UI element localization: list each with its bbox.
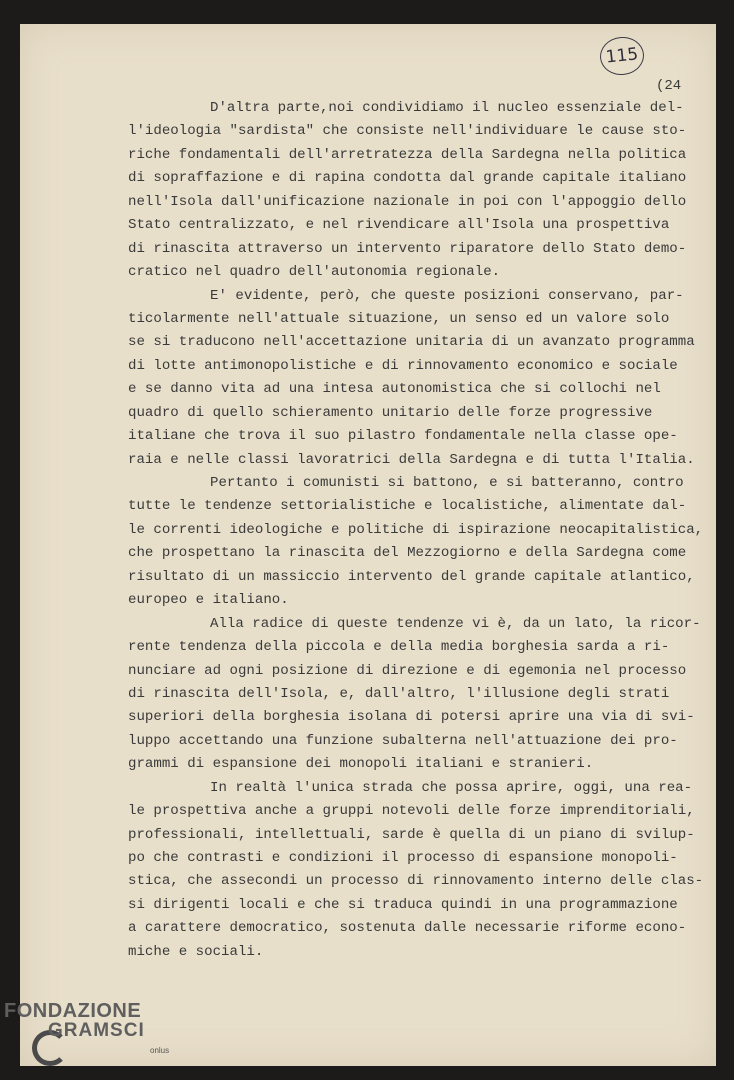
text-line: europeo e italiano. <box>128 592 289 609</box>
text-line: di rinascita dell'Isola, e, dall'altro, l'illusione degli strati <box>128 685 670 702</box>
text-line: nunciare ad ogni posizione di direzione e di egemonia nel processo <box>128 662 687 679</box>
text-line: ticolarmente nell'attuale situazione, un senso ed un valore solo <box>128 310 670 327</box>
paragraph <box>128 777 704 965</box>
text-line: nell'Isola dall'unificazione nazionale in poi con l'appoggio dello <box>128 193 687 210</box>
paragraph <box>128 472 704 613</box>
text-line: di rinascita attraverso un intervento riparatore dello Stato demo- <box>128 240 687 257</box>
text-line: cratico nel quadro dell'autonomia regionale. <box>128 264 501 281</box>
text-line: italiane che trova il suo pilastro fondamentale nella classe ope- <box>128 428 678 445</box>
text-line: grammi di espansione dei monopoli italiani e stranieri. <box>128 756 594 773</box>
text-line: raia e nelle classi lavoratrici della Sardegna e di tutta l'Italia. <box>128 451 695 468</box>
text-line: rente tendenza della piccola e della media borghesia sarda a ri- <box>128 639 670 656</box>
page-number: (24 <box>656 78 682 94</box>
text-line: le correnti ideologiche e politiche di ispirazione neocapitalistica, <box>128 521 704 538</box>
text-line: l'ideologia "sardista" che consiste nell'individuare le cause sto- <box>128 123 687 140</box>
fondazione-gramsci-watermark <box>4 998 194 1078</box>
paragraph <box>128 97 688 285</box>
watermark-line-2: GRAMSCI <box>48 1020 145 1041</box>
text-line: quadro di quello schieramento unitario delle forze progressive <box>128 404 653 421</box>
watermark-line-1: FONDAZIONE <box>4 1000 142 1022</box>
text-line: che prospettano la rinascita del Mezzogiorno e della Sardegna come <box>128 545 687 562</box>
text-line: di sopraffazione e di rapina condotta dal grande capitale italiano <box>128 170 687 187</box>
text-line: tutte le tendenze settorialistiche e localistiche, alimentate dal- <box>128 498 687 515</box>
text-line: si dirigenti locali e che si traduca quindi in una programmazione <box>128 896 678 913</box>
text-line: Alla radice di queste tendenze vi è, da un lato, la ricor- <box>210 615 701 632</box>
text-line: professionali, intellettuali, sarde è quella di un piano di svilup- <box>128 826 695 843</box>
text-line: In realtà l'unica strada che possa aprire, oggi, una rea- <box>210 779 693 796</box>
text-line: se si traducono nell'accettazione unitaria di un avanzato programma <box>128 334 695 351</box>
document-body <box>128 97 704 964</box>
text-line: di lotte antimonopolistiche e di rinnovamento economico e sociale <box>128 357 678 374</box>
text-line: a carattere democratico, sostenuta dalle necessarie riforme econo- <box>128 920 687 937</box>
paragraph <box>128 613 701 777</box>
text-line: Stato centralizzato, e nel rivendicare all'Isola una prospettiva <box>128 217 670 234</box>
text-line: luppo accettando una funzione subalterna nell'attuazione dei pro- <box>128 732 678 749</box>
paragraph <box>128 285 695 473</box>
text-line: E' evidente, però, che queste posizioni conservano, par- <box>210 287 684 304</box>
watermark-line-3: onlus <box>150 1046 170 1055</box>
text-line: risultato di un massiccio intervento del grande capitale atlantico, <box>128 568 695 585</box>
text-line: superiori della borghesia isolana di potersi aprire una via di svi- <box>128 709 695 726</box>
text-line: miche e sociali. <box>128 943 264 960</box>
text-line: le prospettiva anche a gruppi notevoli delle forze imprenditoriali, <box>128 803 695 820</box>
archive-number-stamp: 115 <box>598 35 646 77</box>
text-line: stica, che assecondi un processo di rinnovamento interno delle clas- <box>128 873 704 890</box>
text-line: riche fondamentali dell'arretratezza della Sardegna nella politica <box>128 146 687 163</box>
text-line: e se danno vita ad una intesa autonomistica che si collochi nel <box>128 381 661 398</box>
text-line: D'altra parte,noi condividiamo il nucleo essenziale del- <box>210 100 684 116</box>
text-line: Pertanto i comunisti si battono, e si batteranno, contro <box>210 475 684 491</box>
text-line: po che contrasti e condizioni il processo di espansione monopoli- <box>128 850 678 866</box>
